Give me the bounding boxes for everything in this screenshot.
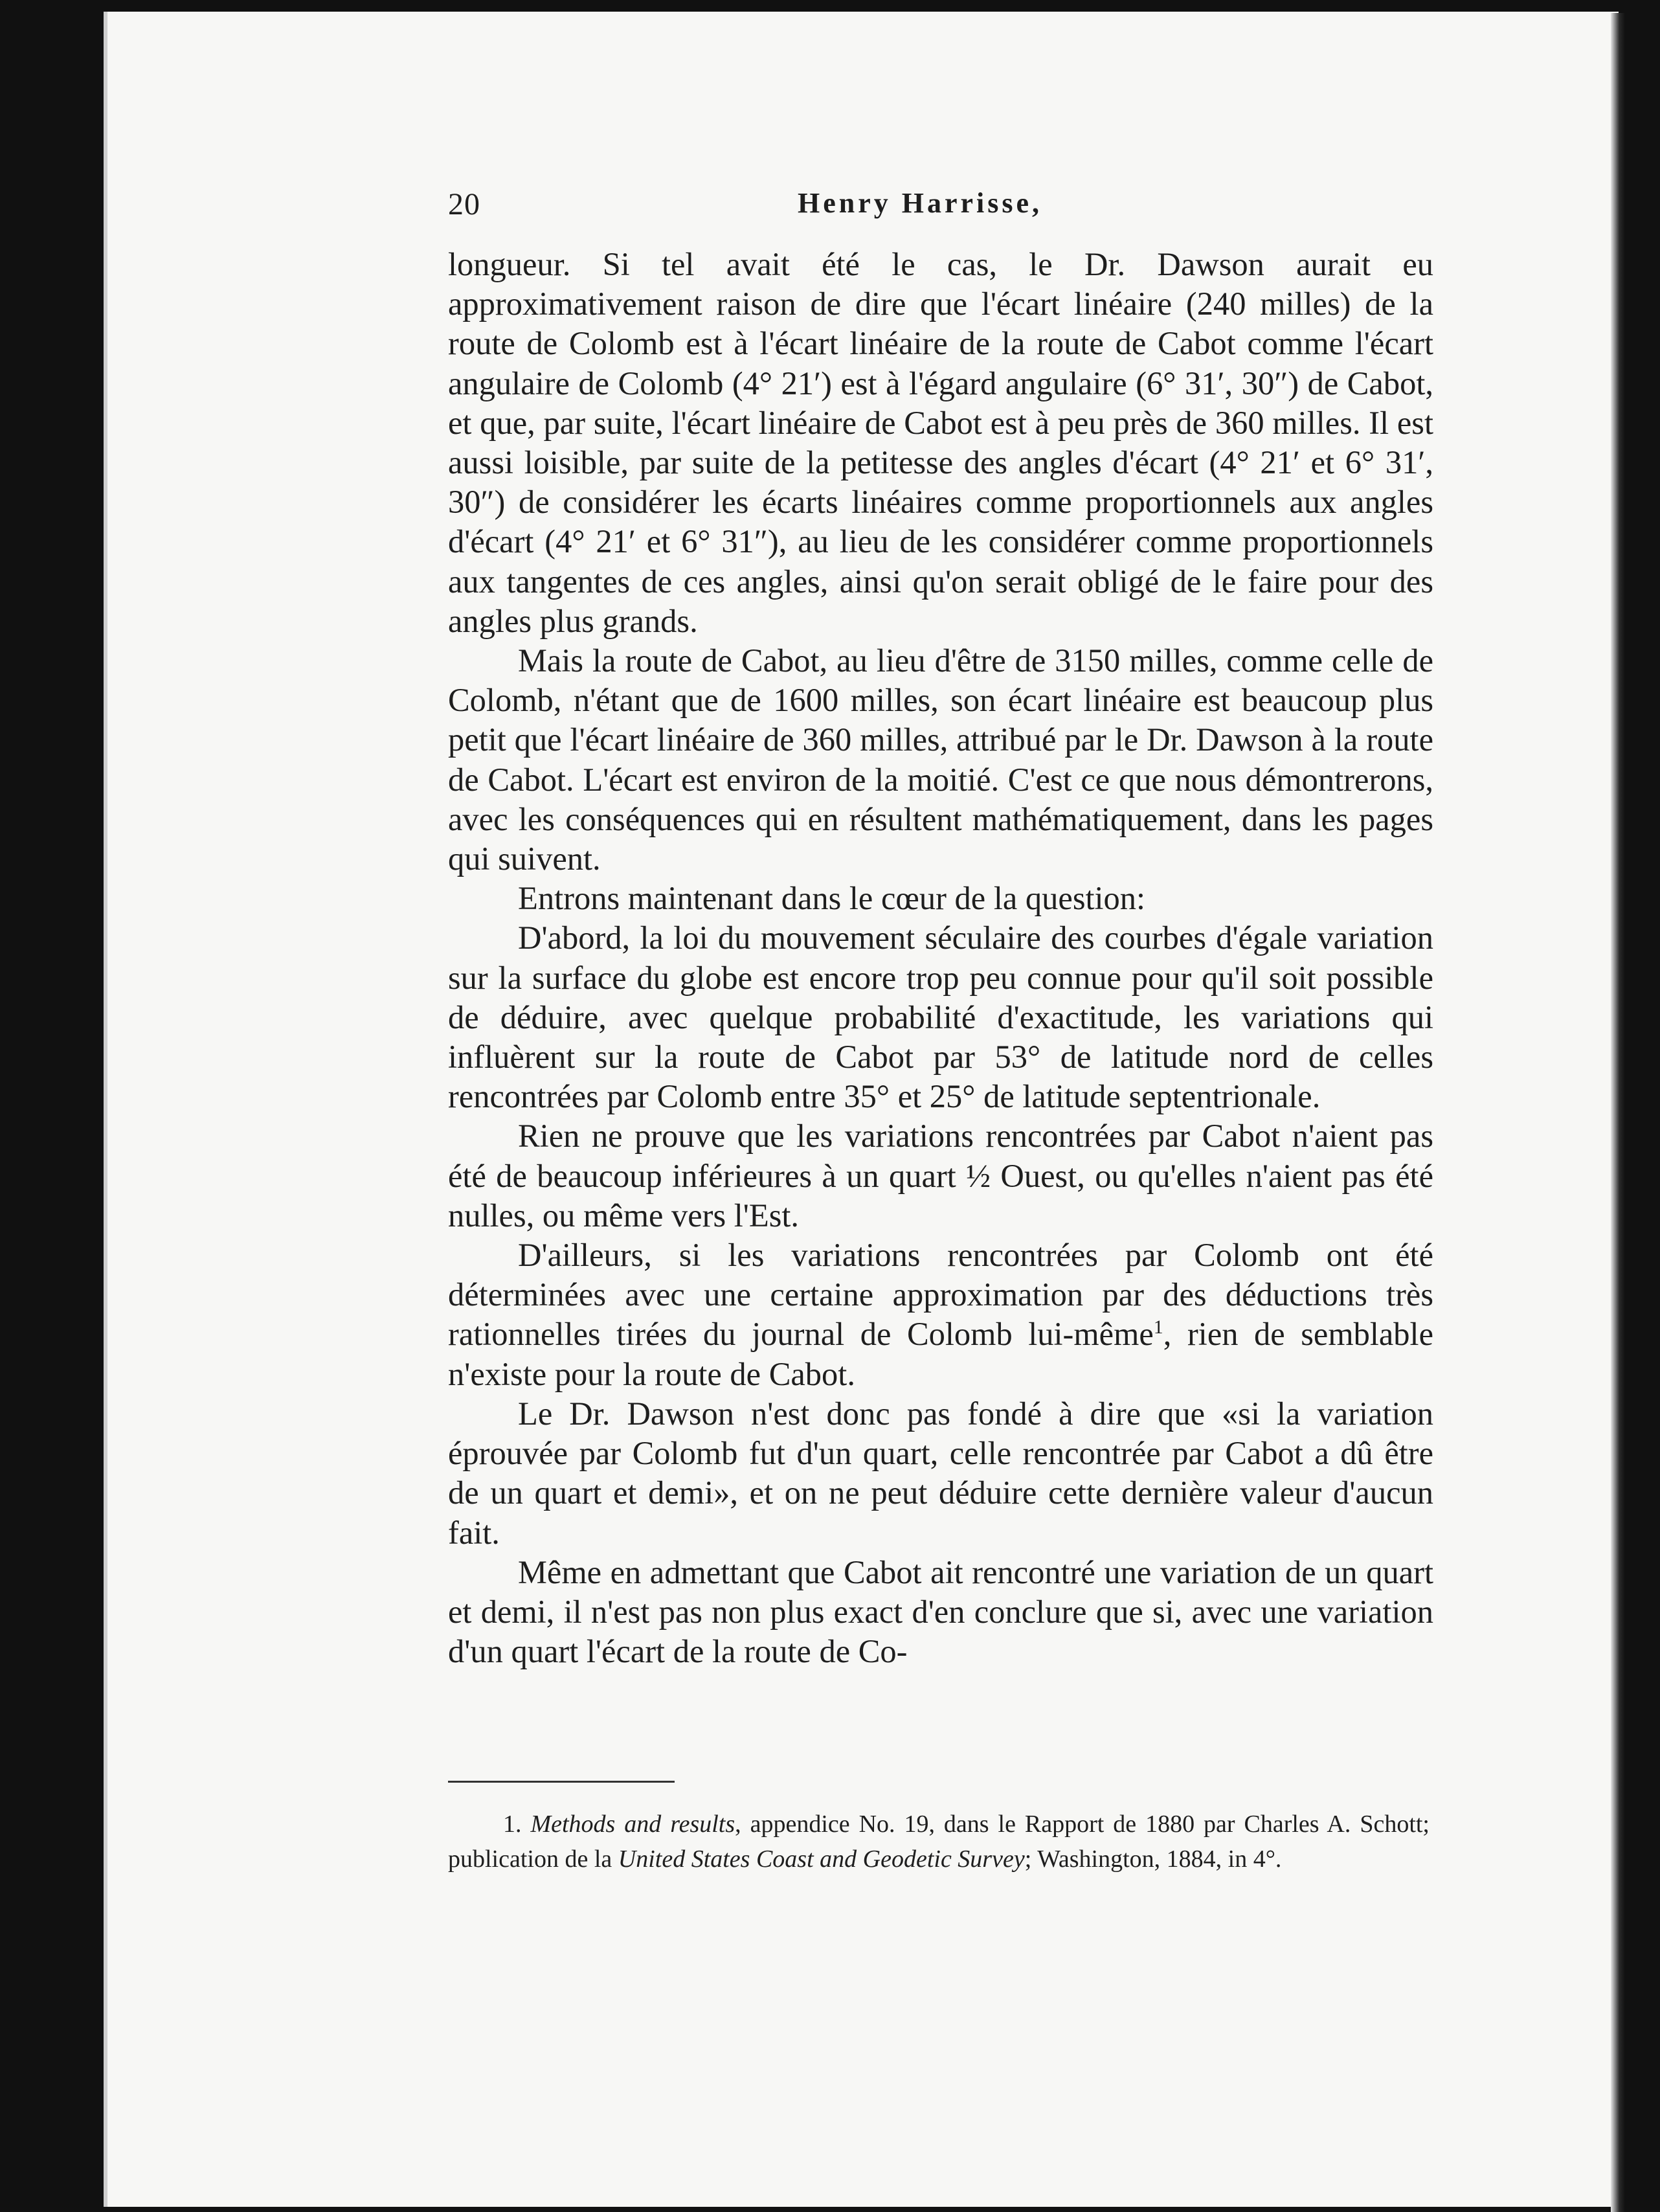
paragraph-5: Rien ne prouve que les variations rencontrées par Cabot n'aient pas été de beaucoup inférieures à un quart ½ Ouest, ou qu'elles n'aient pas été nulles, ou même vers l'Est. [448,1118,1433,1234]
paragraph-7: Le Dr. Dawson n'est donc pas fondé à dire que «si la variation éprouvée par Colomb fut d'un quart, celle rencontrée par Cabot a dû être de un quart et demi», et on ne peut déduire cette dernière valeur d'aucun fait. [448,1395,1433,1551]
footnote [448,1807,1430,1877]
page-edge-right [1611,13,1625,2212]
paragraph-1: longueur. Si tel avait été le cas, le Dr. Dawson aurait eu approximativement raison de dire que l'écart linéaire (240 milles) de la route de Colomb est à l'écart linéaire de la route de Cabot comme l'écart angulaire de Colomb (4° 21′) est à l'égard angulaire (6° 31′, 30″) de Cabot, et que, par suite, l'écart linéaire de Cabot est à peu près de 360 milles. Il est aussi loisible, par suite de la petitesse des angles d'écart (4° 21′ et 6° 31′, 30″) de considérer les écarts linéaires comme proportionnels aux angles d'écart (4° 21′ et 6° 31″), au lieu de les considérer comme proportionnels aux tangentes de ces angles, ainsi qu'on serait obligé de le faire pour des angles plus grands. [448,246,1433,639]
page-edge-left [104,12,107,2207]
footnote-text-a: , appendice No. 19, dans le Rapport de 1880 par Charles A. Schott; publication de la [448,1811,1430,1873]
paragraph-6 [448,1236,1433,1394]
paragraph-6-tail: , rien de semblable n'existe pour la route de Cabot. [448,1316,1433,1392]
footnote-title: Methods and results [530,1811,735,1838]
page-header [448,186,1439,225]
footnote-text-b: ; Washington, 1884, in 4°. [1024,1845,1282,1873]
paragraph-3: Entrons maintenant dans le cœur de la question: [518,880,1146,917]
footnote-reference: 1 [1153,1316,1163,1338]
paragraph-2: Mais la route de Cabot, au lieu d'être de 3150 milles, comme celle de Colomb, n'étant que de 1600 milles, son écart linéaire est beaucoup plus petit que l'écart linéaire de 360 milles, attribué par le Dr. Dawson à la route de Cabot. L'écart est environ de la moitié. C'est ce que nous démontrerons, avec les conséquences qui en résultent mathématiquement, dans les pages qui suivent. [448,642,1433,877]
paragraph-4: D'abord, la loi du mouvement séculaire des courbes d'égale variation sur la surface du globe est encore trop peu connue pour qu'il soit possible de déduire, avec quelque probabilité d'exactitude, les variations qui influèrent sur la route de Cabot par 53° de latitude nord de celles rencontrées par Colomb entre 35° et 25° de latitude septentrionale. [448,920,1433,1115]
page-number: 20 [448,187,480,221]
running-head: Henry Harrisse, [798,187,1043,219]
footnote-number: 1. [503,1811,522,1838]
footnote-rule [448,1781,675,1783]
body-text [448,245,1433,1671]
footnote-publisher: United States Coast and Geodetic Survey [618,1845,1025,1873]
paragraph-6-main: D'ailleurs, si les variations rencontrées par Colomb ont été déterminées avec une certaine approximation par des déductions très rationnelles tirées du journal de Colomb lui-même [448,1237,1433,1353]
paragraph-8: Même en admettant que Cabot ait rencontré une variation de un quart et demi, il n'est pas non plus exact d'en conclure que si, avec une variation d'un quart l'écart de la route de Co- [448,1553,1433,1670]
